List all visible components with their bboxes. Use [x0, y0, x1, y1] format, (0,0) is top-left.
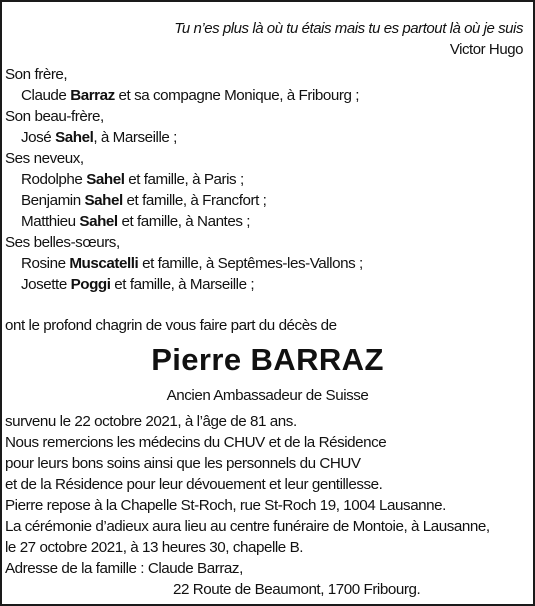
family-address-label: Adresse de la famille : Claude Barraz, — [5, 560, 243, 577]
relation-label: Son frère, — [5, 66, 68, 83]
family-member: Rodolphe Sahel et famille, à Paris ; — [21, 171, 244, 188]
family-member: Matthieu Sahel et famille, à Nantes ; — [21, 213, 251, 230]
family-member: Josette Poggi et famille, à Marseille ; — [21, 276, 255, 293]
epigraph-author: Victor Hugo — [449, 41, 523, 58]
body-line: le 27 octobre 2021, à 13 heures 30, chapelle B. — [5, 539, 304, 556]
family-address-line: 22 Route de Beaumont, 1700 Fribourg. — [173, 581, 421, 598]
deceased-name: Pierre BARRAZ — [151, 342, 384, 377]
body-line: survenu le 22 octobre 2021, à l’âge de 81 ans. — [5, 413, 297, 430]
body-line: La cérémonie d’adieux aura lieu au centre funéraire de Montoie, à Lausanne, — [5, 518, 490, 535]
announcement-text: ont le profond chagrin de vous faire part du décès de — [5, 317, 337, 334]
surname: Sahel — [55, 129, 94, 146]
family-member: José Sahel, à Marseille ; — [21, 129, 177, 146]
surname: Poggi — [70, 276, 111, 293]
body-line: Nous remercions les médecins du CHUV et de la Résidence — [5, 434, 387, 451]
relation-label: Ses neveux, — [5, 150, 84, 167]
surname: Sahel — [79, 213, 118, 230]
relation-label: Ses belles-sœurs, — [5, 234, 120, 251]
relation-label: Son beau-frère, — [5, 108, 104, 125]
body-line: Pierre repose à la Chapelle St-Roch, rue St-Roch 19, 1004 Lausanne. — [5, 497, 446, 514]
family-member: Benjamin Sahel et famille, à Francfort ; — [21, 192, 267, 209]
family-member: Rosine Muscatelli et famille, à Septêmes-les-Vallons ; — [21, 255, 363, 272]
body-line: et de la Résidence pour leur dévouement et leur gentillesse. — [5, 476, 383, 493]
surname: Barraz — [70, 87, 115, 104]
surname: Sahel — [86, 171, 125, 188]
deceased-title: Ancien Ambassadeur de Suisse — [166, 387, 369, 404]
body-line: pour leurs bons soins ainsi que les personnels du CHUV — [5, 455, 361, 472]
epigraph-quote: Tu n’es plus là où tu étais mais tu es partout là où je suis — [174, 20, 523, 37]
surname: Sahel — [84, 192, 123, 209]
surname: Muscatelli — [69, 255, 139, 272]
family-member: Claude Barraz et sa compagne Monique, à Fribourg ; — [21, 87, 359, 104]
